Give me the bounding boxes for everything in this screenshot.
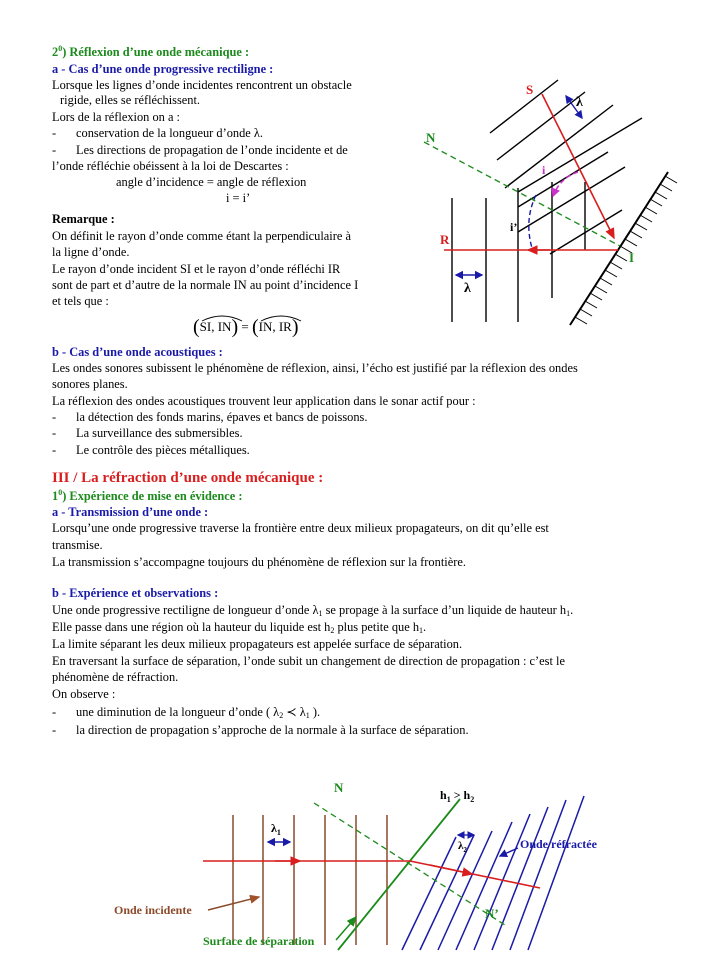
remarque-title: Remarque : <box>52 212 115 226</box>
paragraph: sont de part et d’autre de la normale IN au point d’incidence I <box>52 278 359 292</box>
list-item: une diminution de la longueur d’onde ( $\lambda_2$ ≺ $\lambda_1$ ). <box>76 705 321 720</box>
law-line: i = i’ <box>226 191 251 205</box>
bullet-dash: - <box>52 443 57 457</box>
formula-equals: = <box>241 319 249 334</box>
label-lambda-incident: λ <box>576 95 583 110</box>
paragraph: Une onde progressive rectiligne de longueur d’onde $\lambda_1$ se propage à la surface d’un liquide de hauteur $h_1$. <box>52 603 574 618</box>
reflection-figure <box>400 70 690 340</box>
paragraph: La réflexion des ondes acoustiques trouvent leur application dans le sonar actif pour : <box>52 394 476 408</box>
section-title-reflexion: $2^0$) Réflexion d’une onde mécanique : <box>52 44 250 59</box>
refracted-ray-arrow <box>430 865 472 874</box>
subtitle-experience: $1^0$) Expérience de mise en évidence : <box>52 488 243 503</box>
arc-hat-icon <box>259 314 303 322</box>
paragraph: Lorsque les lignes d’onde incidentes rencontrent un obstacle <box>52 78 352 92</box>
bullet-dash: - <box>52 426 57 440</box>
subtitle-transmission: a - Transmission d’une onde : <box>52 505 209 519</box>
label-N: N <box>334 780 344 795</box>
bullet-dash: - <box>52 723 57 737</box>
label-lambda2: $\lambda_2$ <box>458 840 467 854</box>
paragraph: et tels que : <box>52 294 109 308</box>
list-item: Le contrôle des pièces métalliques. <box>76 443 250 457</box>
incident-ray <box>542 94 614 238</box>
refracted-wavefronts <box>402 796 584 950</box>
normal-line <box>424 142 620 246</box>
label-lambda1: $\lambda_1$ <box>271 821 281 837</box>
paragraph: phénomène de réfraction. <box>52 670 179 684</box>
arc-hat-icon <box>200 314 244 322</box>
bullet-dash: - <box>52 126 57 140</box>
surface-pointer <box>336 917 356 940</box>
refracted-ray <box>410 861 540 888</box>
paragraph: On observe : <box>52 687 116 701</box>
paragraph: Le rayon d’onde incident SI et le rayon d’onde réfléchi IR <box>52 262 341 276</box>
paragraph: La transmission s’accompagne toujours du phénomène de réflexion sur la frontière. <box>52 555 466 569</box>
label-onde-incidente: Onde incidente <box>114 903 192 917</box>
label-N: N <box>426 130 436 145</box>
label-N-prime: N’ <box>485 906 499 921</box>
label-onde-refractee: Onde réfractée <box>520 837 597 851</box>
list-item: Les directions de propagation de l’onde incidente et de <box>76 143 348 157</box>
subtitle-onde-rectiligne: a - Cas d’une onde progressive rectiligne : <box>52 62 274 76</box>
paragraph: Les ondes sonores subissent le phénomène de réflexion, ainsi, l’écho est justifié par la réflexion des ondes <box>52 361 578 375</box>
refraction-figure <box>100 775 660 955</box>
subtitle-acoustique: b - Cas d’une onde acoustiques : <box>52 345 223 359</box>
paragraph: Lorsqu’une onde progressive traverse la frontière entre deux milieux propagateurs, on dit qu’elle est <box>52 521 549 535</box>
formula-right: IN, IR <box>258 319 292 334</box>
angle-formula: ( SI, IN) = ( IN, IR) <box>193 316 299 340</box>
label-lambda-reflected: λ <box>464 281 471 296</box>
paragraph: Lors de la réflexion on a : <box>52 110 180 124</box>
label-i: i <box>542 163 546 177</box>
paragraph: La limite séparant les deux milieux propagateurs est appelée surface de séparation. <box>52 637 463 651</box>
law-line: angle d’incidence = angle de réflexion <box>116 175 307 189</box>
list-item: la direction de propagation s’approche de la normale à la surface de séparation. <box>76 723 469 737</box>
section-title-refraction: III / La réfraction d’une onde mécanique : <box>52 470 324 486</box>
label-i-prime: i’ <box>510 220 518 234</box>
bullet-dash: - <box>52 143 57 157</box>
subtitle-observations: b - Expérience et observations : <box>52 586 219 600</box>
paragraph: En traversant la surface de séparation, l’onde subit un changement de direction de propagation : c’est le <box>52 654 565 668</box>
incident-wavefronts <box>233 815 387 945</box>
list-item: la détection des fonds marins, épaves et bancs de poissons. <box>76 410 368 424</box>
paragraph: sonores planes. <box>52 377 128 391</box>
bullet-dash: - <box>52 705 57 719</box>
paragraph: On définit le rayon d’onde comme étant la perpendiculaire à <box>52 229 351 243</box>
bullet-dash: - <box>52 410 57 424</box>
formula-left: SI, IN <box>199 319 232 334</box>
label-S: S <box>526 82 534 97</box>
onde-refractee-pointer <box>500 848 518 856</box>
label-I: I <box>629 250 635 265</box>
paragraph: Elle passe dans une région où la hauteur du liquide est $h_2$ plus petite que $h_1$. <box>52 620 427 635</box>
label-R: R <box>440 232 450 247</box>
list-item: La surveillance des submersibles. <box>76 426 243 440</box>
label-surface-separation: Surface de séparation <box>203 934 315 948</box>
paragraph: la ligne d’onde. <box>52 245 130 259</box>
list-item: conservation de la longueur d’onde λ. <box>76 126 263 140</box>
paragraph: l’onde réfléchie obéissent à la loi de Descartes : <box>52 159 289 173</box>
paragraph: transmise. <box>52 538 103 552</box>
label-h1-h2: $h_1 > h_2$ <box>440 788 475 804</box>
paragraph: rigide, elles se réfléchissent. <box>60 93 201 107</box>
